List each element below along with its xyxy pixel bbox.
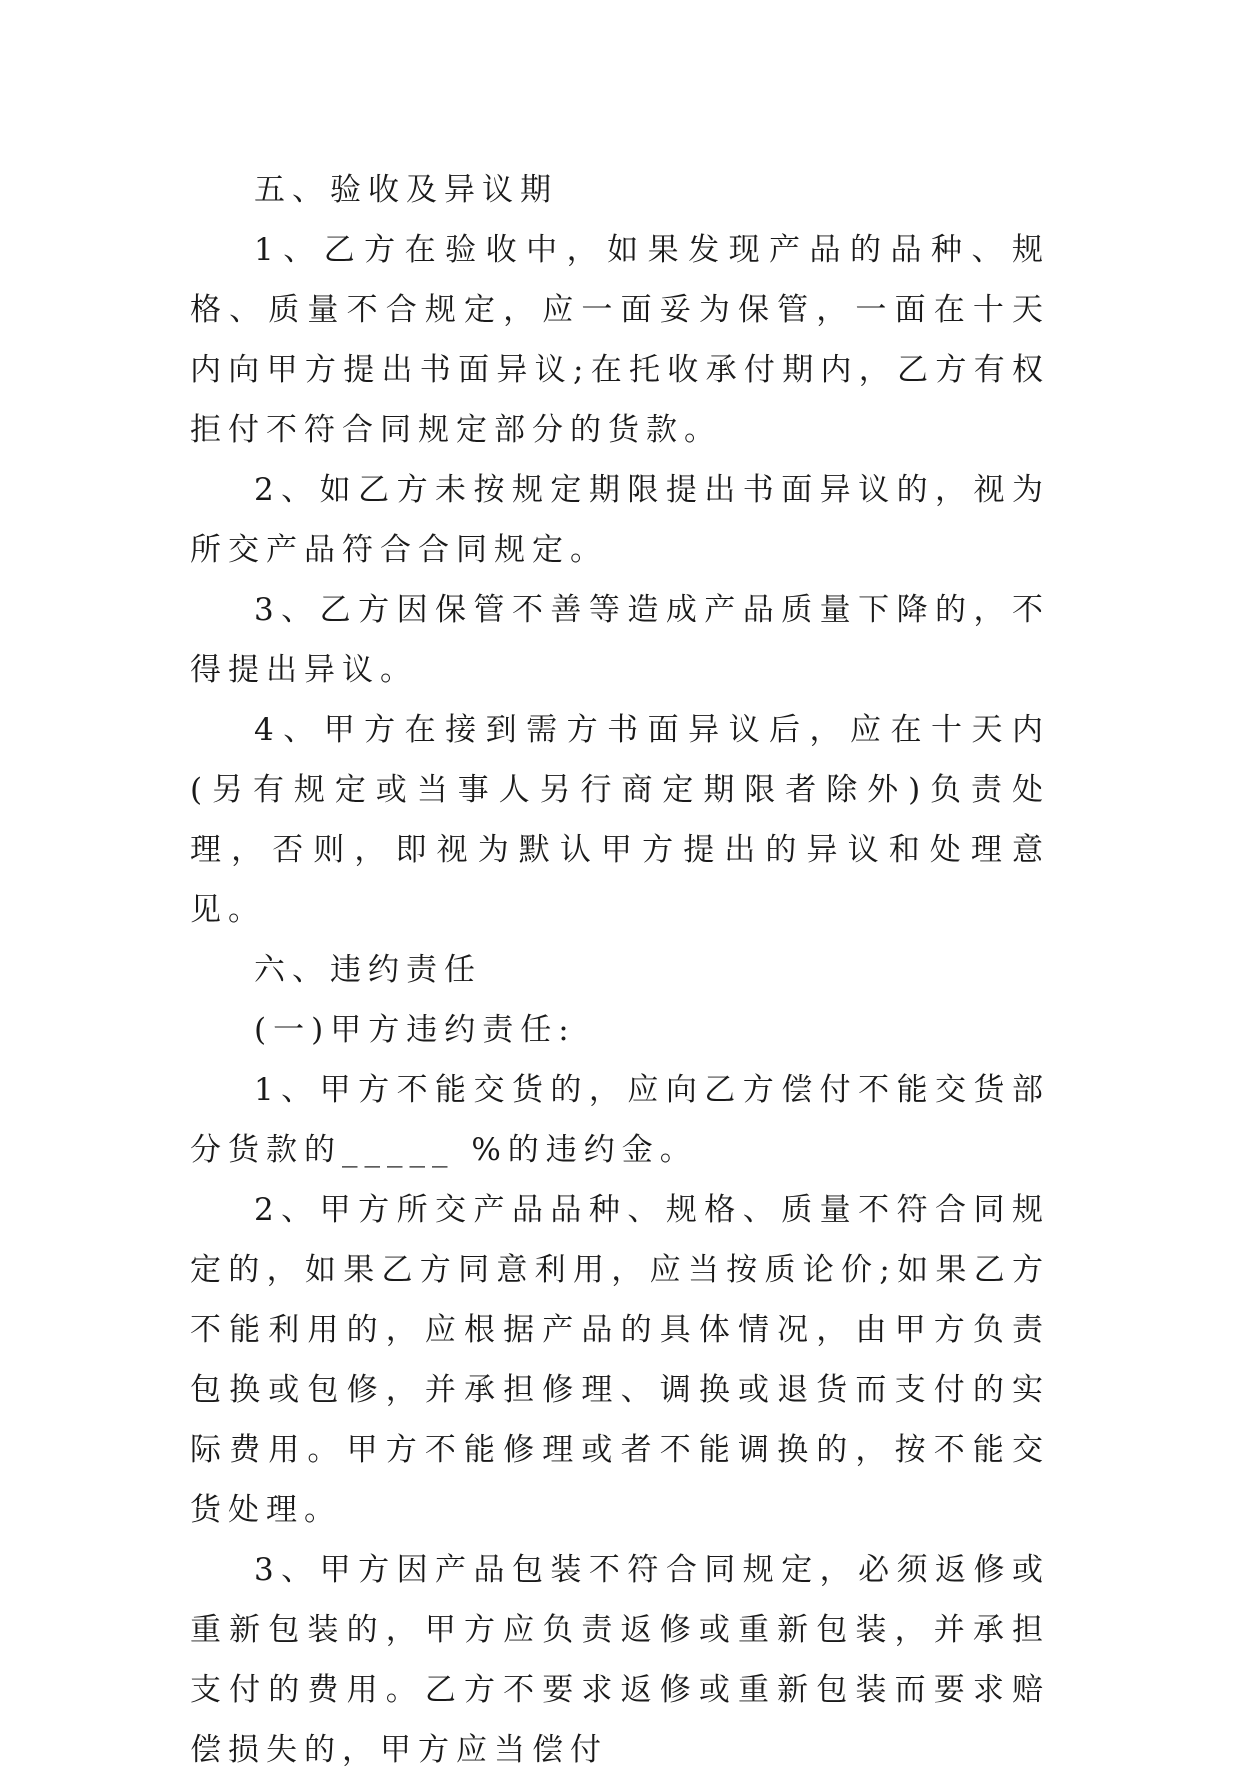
clause-paragraph: 1、乙方在验收中，如果发现产品的品种、规格、质量不合规定，应一面妥为保管，一面在十天内向甲方提出书面异议;在托收承付期内，乙方有权拒付不符合同规定部分的货款。 [190, 232, 1050, 448]
subsection-heading-party-a: (一)甲方违约责任: [254, 1012, 576, 1048]
clause-paragraph: 2、如乙方未按规定期限提出书面异议的，视为所交产品符合合同规定。 [190, 472, 1050, 568]
clause-paragraph: 2、甲方所交产品品种、规格、质量不符合同规定的，如果乙方同意利用，应当按质论价;如果乙方不能利用的，应根据产品的具体情况，由甲方负责包换或包修，并承担修理、调换或退货而支付的实际费用。甲方不能修理或者不能调换的，按不能交货处理。 [190, 1192, 1050, 1528]
clause-paragraph: 3、乙方因保管不善等造成产品质量下降的，不得提出异议。 [190, 592, 1050, 688]
document-page [190, 160, 1050, 1780]
clause-paragraph: 3、甲方因产品包装不符合同规定，必须返修或重新包装的，甲方应负责返修或重新包装，并承担支付的费用。乙方不要求返修或重新包装而要求赔偿损失的，甲方应当偿付 [190, 1552, 1050, 1768]
clause-paragraph: 4、甲方在接到需方书面异议后，应在十天内(另有规定或当事人另行商定期限者除外)负责处理，否则，即视为默认甲方提出的异议和处理意见。 [190, 712, 1050, 928]
clause-paragraph: 1、甲方不能交货的，应向乙方偿付不能交货部分货款的_____ %的违约金。 [190, 1072, 1050, 1168]
section-heading-liability: 六、违约责任 [254, 952, 482, 988]
section-heading-acceptance: 五、验收及异议期 [254, 172, 558, 208]
